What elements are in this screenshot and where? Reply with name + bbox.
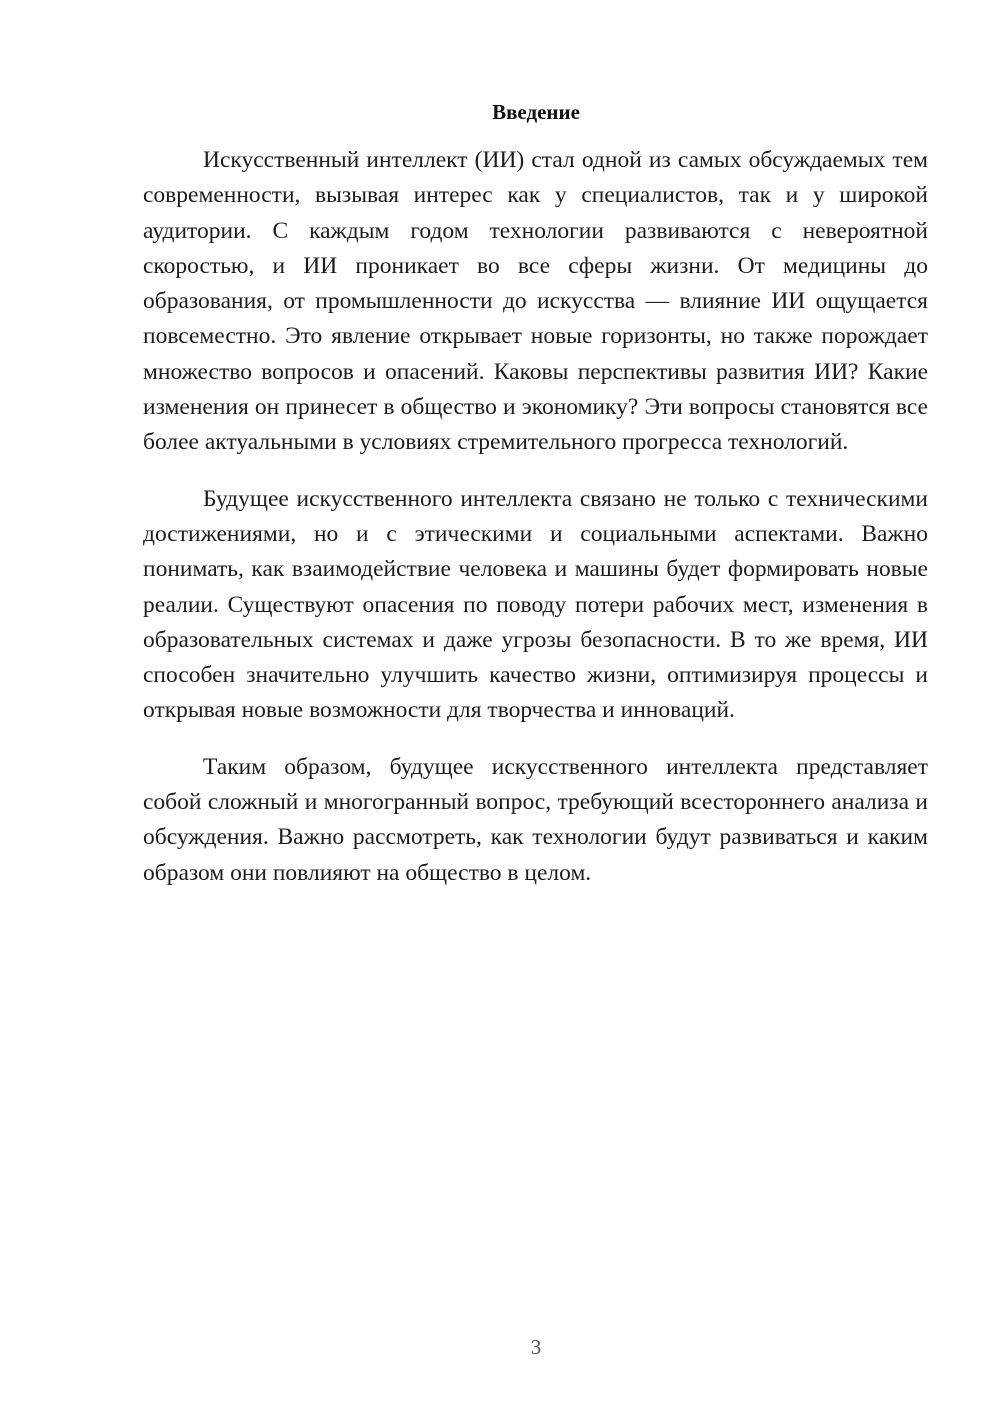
paragraph-1: Искусственный интеллект (ИИ) стал одной из самых обсуждаемых тем современности, вызывая интерес как у специалистов, так и у широкой аудитории. С каждым годом технологии развиваются с невероятной скоростью, и ИИ проникает во все сферы жизни. От медицины до образования, от промышленности до искусства — влияние ИИ ощущается повсеместно. Это явление открывает новые горизонты, но также порождает множество вопросов и опасений. Каковы перспективы развития ИИ? Какие изменения он принесет в общество и экономику? Эти вопросы становятся все более актуальными в условиях стремительного прогресса технологий. [143, 147, 928, 456]
body-text [143, 143, 928, 912]
page-number: 3 [530, 1335, 542, 1359]
paragraph-2: Будущее искусственного интеллекта связано не только с техническими достижениями, но и с этическими и социальными аспектами. Важно понимать, как взаимодействие человека и машины будет формировать новые реалии. Существуют опасения по поводу потери рабочих мест, изменения в образовательных системах и даже угрозы безопасности. В то же время, ИИ способен значительно улучшить качество жизни, оптимизируя процессы и открывая новые возможности для творчества и инноваций. [143, 485, 928, 724]
paragraph-3: Таким образом, будущее искусственного интеллекта представляет собой сложный и многогранный вопрос, требующий всестороннего анализа и обсуждения. Важно рассмотреть, как технологии будут развиваться и каким образом они повлияют на общество в целом. [143, 753, 928, 886]
section-heading: Введение [492, 100, 580, 124]
